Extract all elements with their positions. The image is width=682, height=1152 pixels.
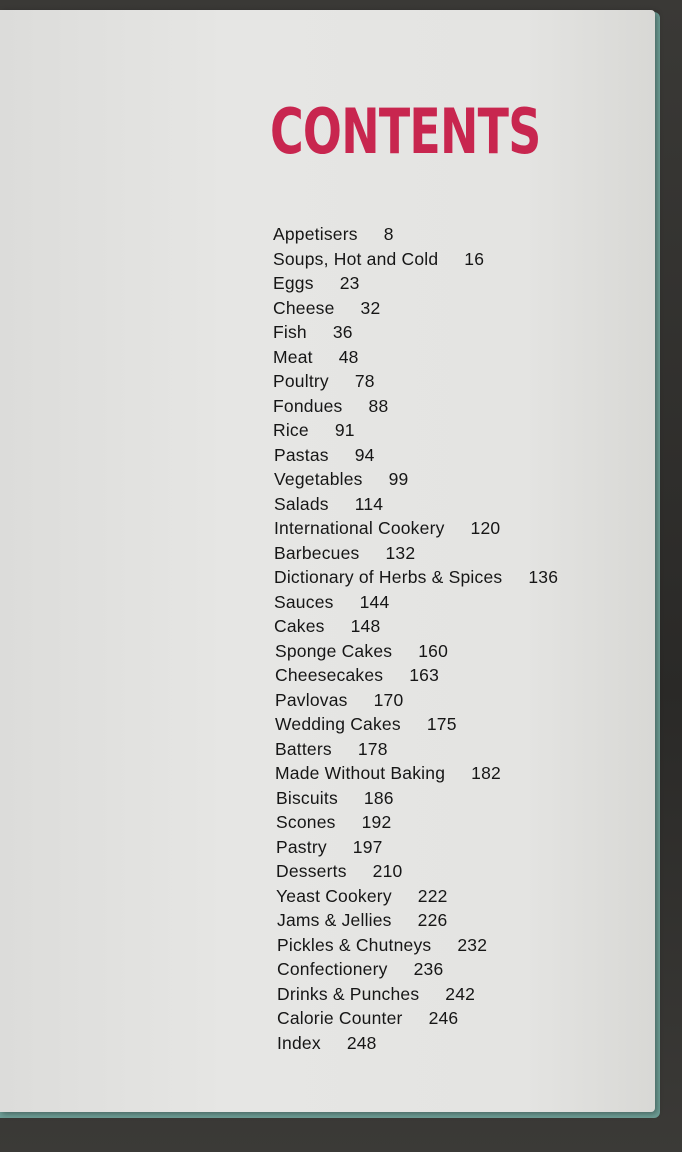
toc-entry-title: Sauces	[274, 591, 334, 612]
toc-entry-title: Cheesecakes	[275, 665, 384, 685]
toc-entry-title: Eggs	[273, 273, 314, 293]
toc-entry-page: 48	[338, 346, 359, 367]
toc-entry	[273, 810, 653, 835]
toc-entry-title: Desserts	[276, 861, 347, 881]
toc-entry-page: 78	[354, 371, 375, 391]
toc-entry-title: Fish	[273, 322, 307, 342]
toc-entry	[273, 859, 653, 884]
toc-entry-page: 170	[373, 689, 404, 710]
toc-entry	[273, 786, 653, 811]
toc-entry-page: 222	[417, 885, 448, 906]
toc-entry-page: 99	[388, 469, 409, 489]
toc-entry-title: Pastry	[276, 836, 327, 857]
toc-entry-title: Cheese	[273, 297, 335, 318]
toc-entry-page: 236	[413, 959, 444, 979]
toc-entry	[273, 247, 653, 272]
toc-entry-page: 91	[334, 420, 355, 440]
toc-entry-page: 144	[359, 591, 390, 612]
toc-entry-page: 136	[528, 567, 559, 587]
toc-entry-title: Scones	[276, 812, 336, 832]
toc-entry-title: Rice	[273, 420, 309, 440]
toc-entry-page: 178	[357, 738, 388, 759]
toc-entry	[273, 663, 653, 688]
toc-entry-page: 186	[363, 787, 394, 808]
toc-entry-page: 114	[354, 493, 384, 514]
toc-entry	[273, 345, 653, 370]
toc-entry-title: Cakes	[274, 616, 325, 636]
toc-entry	[273, 933, 653, 958]
toc-entry	[273, 369, 653, 394]
toc-entry-title: Yeast Cookery	[276, 885, 392, 906]
toc-entry-page: 120	[470, 518, 501, 538]
toc-entry-page: 210	[372, 861, 403, 881]
toc-entry	[273, 737, 653, 762]
toc-entry	[273, 516, 653, 541]
toc-entry	[273, 394, 653, 419]
toc-entry	[273, 492, 653, 517]
toc-entry-title: International Cookery	[274, 518, 445, 538]
toc-entry	[273, 222, 653, 247]
toc-entry-page: 248	[346, 1032, 377, 1053]
toc-entry-title: Made Without Baking	[275, 763, 446, 783]
toc-entry-page: 132	[385, 542, 416, 563]
toc-entry	[273, 712, 653, 737]
toc-entry-page: 23	[339, 273, 360, 293]
toc-entry-page: 16	[464, 248, 485, 269]
toc-entry-title: Meat	[273, 346, 313, 367]
toc-entry-title: Pastas	[274, 444, 329, 465]
toc-entry	[273, 443, 653, 468]
toc-entry-title: Index	[277, 1032, 321, 1053]
toc-entry	[273, 541, 653, 566]
toc-entry-page: 88	[368, 395, 389, 416]
toc-entry	[273, 957, 653, 982]
toc-entry	[273, 467, 653, 492]
toc-entry-page: 182	[471, 763, 501, 783]
toc-entry-page: 32	[360, 297, 381, 318]
toc-entry-title: Jams & Jellies	[277, 910, 392, 930]
book-page	[0, 10, 655, 1112]
toc-entry-title: Barbecues	[274, 542, 360, 563]
table-of-contents	[273, 222, 653, 1055]
toc-entry-title: Vegetables	[274, 469, 363, 489]
toc-entry-page: 148	[350, 616, 381, 636]
toc-entry-title: Confectionery	[277, 959, 388, 979]
toc-entry-title: Poultry	[273, 371, 329, 391]
toc-entry	[273, 271, 653, 296]
toc-entry	[273, 296, 653, 321]
toc-entry	[273, 835, 653, 860]
toc-entry-title: Drinks & Punches	[277, 983, 420, 1004]
toc-entry-title: Batters	[275, 738, 332, 759]
toc-entry	[273, 320, 653, 345]
toc-entry-page: 160	[418, 640, 449, 661]
toc-entry	[273, 688, 653, 713]
toc-entry	[273, 590, 653, 615]
toc-entry-title: Soups, Hot and Cold	[273, 248, 439, 269]
toc-entry-page: 163	[409, 665, 440, 685]
page-title: CONTENTS	[270, 95, 541, 168]
toc-entry	[273, 1031, 653, 1056]
toc-entry-title: Dictionary of Herbs & Spices	[274, 567, 503, 587]
toc-entry-title: Calorie Counter	[277, 1008, 403, 1028]
toc-entry	[273, 565, 653, 590]
toc-entry-page: 94	[354, 444, 375, 465]
toc-entry-page: 226	[417, 910, 448, 930]
toc-entry	[273, 1006, 653, 1031]
toc-entry-title: Salads	[274, 493, 329, 514]
toc-entry-title: Biscuits	[276, 787, 338, 808]
toc-entry-title: Pavlovas	[275, 689, 348, 710]
toc-entry	[273, 908, 653, 933]
toc-entry-title: Wedding Cakes	[275, 714, 401, 734]
toc-entry	[273, 761, 653, 786]
toc-entry-page: 192	[361, 812, 392, 832]
toc-entry-page: 175	[426, 714, 457, 734]
toc-entry-page: 232	[457, 934, 488, 955]
toc-entry	[273, 418, 653, 443]
toc-entry-page: 8	[383, 224, 394, 244]
toc-entry-page: 242	[445, 983, 476, 1004]
toc-entry-page: 36	[332, 322, 353, 342]
toc-entry	[273, 639, 653, 664]
toc-entry-page: 197	[352, 836, 383, 857]
toc-entry-title: Pickles & Chutneys	[277, 934, 432, 955]
toc-entry-title: Fondues	[273, 395, 343, 416]
toc-entry-title: Appetisers	[273, 224, 358, 244]
toc-entry-page: 246	[428, 1008, 459, 1028]
toc-entry	[273, 614, 653, 639]
toc-entry	[273, 982, 653, 1007]
toc-entry-title: Sponge Cakes	[275, 640, 393, 661]
toc-entry	[273, 884, 653, 909]
